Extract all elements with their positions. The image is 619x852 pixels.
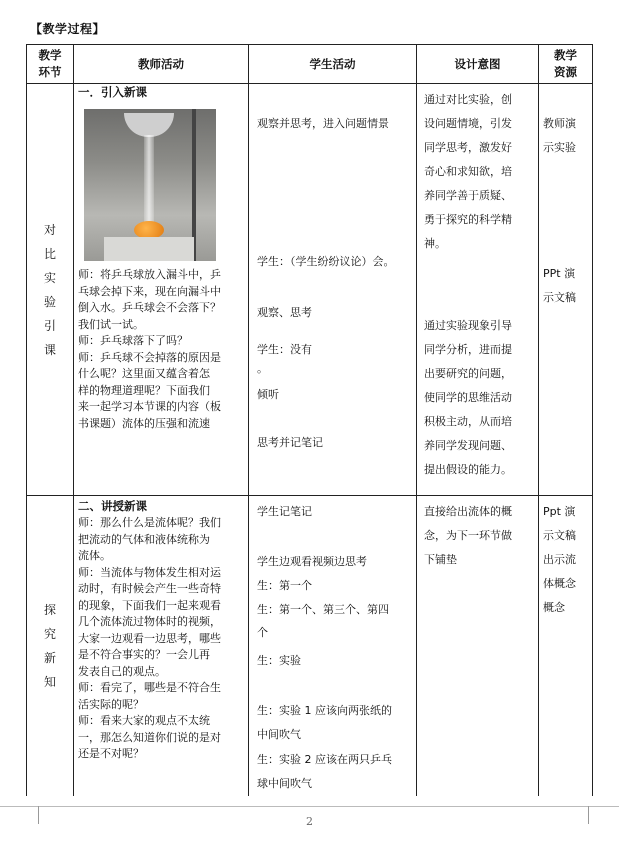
table-header-row — [27, 45, 593, 84]
section-title: 【教学过程】 — [30, 22, 106, 36]
table-row — [27, 84, 593, 496]
student-cell: 学生记笔记 学生边观看视频边思考 生：第一个 生：第一个、第三个、第四 个 生：实验 生：实验 1 应该向两张纸的 中间吹气 生：实验 2 应该在两只乒乓 球中间吹气 — [249, 496, 417, 797]
design-cell: 直接给出流体的概 念，为下一环节做 下铺垫 — [417, 496, 539, 797]
design-cell: 通过对比实验，创 设问题情境，引发 同学思考，激发好 奇心和求知欲，培 养同学善于质疑、 勇于探究的科学精 神。 通过实验现象引导 同学分析，进而提 出要研究的问题， 使同学的思维活动 积极主动，从而培 养同学发现问题、 提出假设的能力。 — [417, 84, 539, 496]
teacher-cell — [74, 496, 249, 797]
resource-cell: Ppt 演 示文稿 出示流 体概念 概念 — [539, 496, 593, 797]
resource-cell: 教师演 示实验 PPt 演 示文稿 — [539, 84, 593, 496]
teacher-text: 师：那么什么是流体呢？我们 把流动的气体和液体统称为 流体。 师：当流体与物体发生相对运 动时，有时候会产生一些奇特 的现象，下面我们一起来观看 几个流体流过物体时的视频， 大家一边观看一边思考，哪些 是不符合事实的？一会儿再 发表自己的观点。 师：看完了，哪些是不符合生 活实际的呢？ 师：看来大家的观点不太统 一，那怎么知道你们说的是对 还是不对呢？ — [78, 516, 221, 760]
teacher-cell — [74, 84, 249, 496]
header-design: 设计意图 — [417, 45, 539, 84]
header-resource: 教学 资源 — [539, 45, 593, 84]
lesson-table — [26, 44, 593, 796]
teacher-text: 师：将乒乓球放入漏斗中，乒 乓球会掉下来，现在向漏斗中 倒入水。乒乓球会不会落下？ 我们试一试。 师：乒乓球落下了吗？ 师：乒乓球不会掉落的原因是 什么呢？这里面又蕴含着怎 样的物理道理呢？下面我们 来一起学习本节课的内容（板 书课题）流体的压强和流速 — [78, 268, 221, 430]
table-row — [27, 496, 593, 797]
header-stage: 教学 环节 — [27, 45, 74, 84]
teacher-heading: 二、讲授新课 — [78, 499, 147, 513]
student-cell: 观察并思考，进入问题情景 学生：（学生纷纷议论）会。 观察、思考 学生：没有 。 倾听 思考并记笔记 — [249, 84, 417, 496]
teacher-heading: 一．引入新课 — [78, 85, 147, 99]
page-bottom-rule — [0, 806, 619, 807]
stage-cell: 对 比 实 验 引 课 — [27, 84, 74, 496]
page-number: 2 — [306, 815, 313, 828]
experiment-photo — [84, 109, 216, 261]
stage-cell: 探 究 新 知 — [27, 496, 74, 797]
header-teacher: 教师活动 — [74, 45, 249, 84]
header-student: 学生活动 — [249, 45, 417, 84]
